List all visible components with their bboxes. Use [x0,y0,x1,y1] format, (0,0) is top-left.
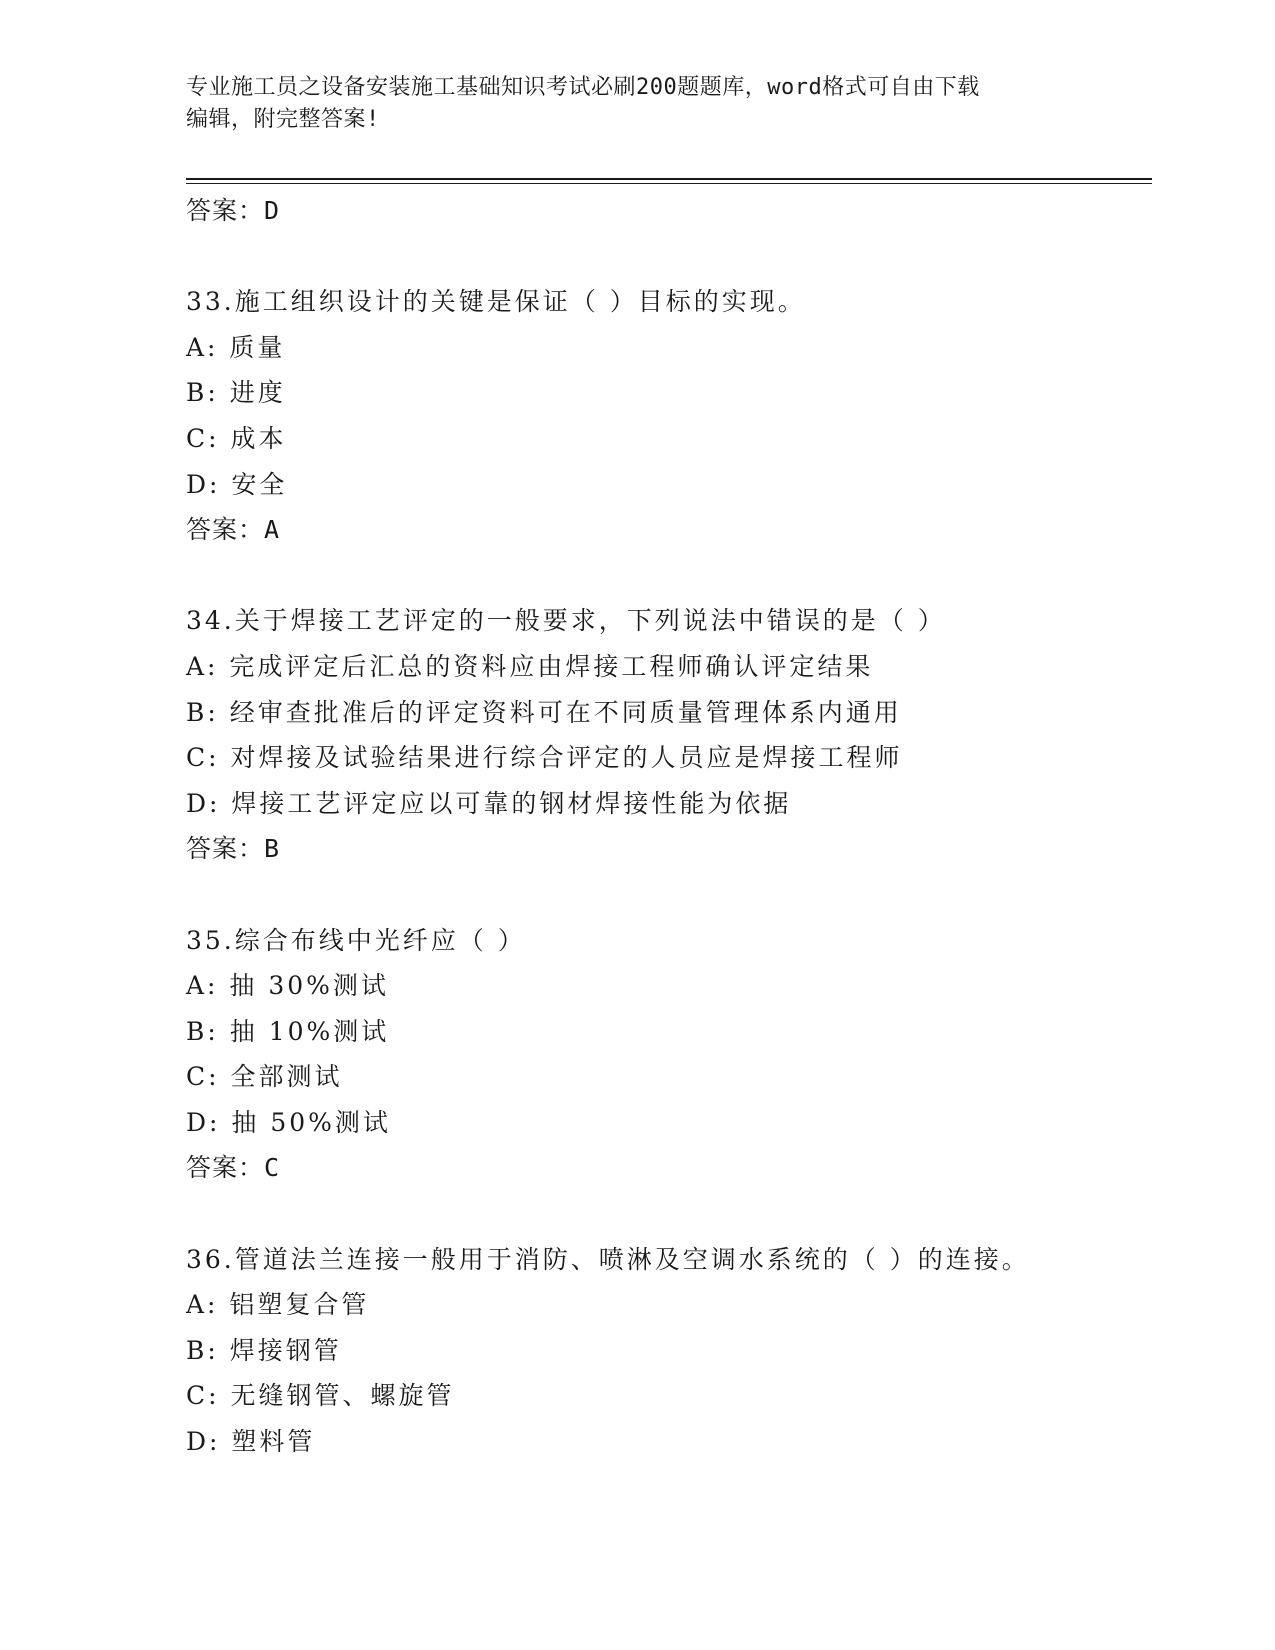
question-list [186,188,1146,1465]
option-c: C: 对焊接及试验结果进行综合评定的人员应是焊接工程师 [186,743,903,773]
header-title-line-1: 专业施工员之设备安装施工基础知识考试必刷200题题库，word格式可自由下载 [186,75,980,100]
answer-label: 答案：C [186,1153,281,1183]
option-d: D: 塑料管 [186,1427,316,1457]
option-b: B: 经审查批准后的评定资料可在不同质量管理体系内通用 [186,697,902,727]
question-stem: 36.管道法兰连接一般用于消防、喷淋及空调水系统的（ ）的连接。 [186,1244,1030,1274]
question-stem: 35.综合布线中光纤应（ ） [186,925,526,955]
option-a: A: 抽 30%测试 [186,971,389,1001]
option-b: B: 抽 10%测试 [186,1016,390,1046]
option-d: D: 抽 50%测试 [186,1107,391,1137]
option-b: B: 进度 [186,378,286,408]
option-d: D: 安全 [186,469,288,499]
option-b: B: 焊接钢管 [186,1335,342,1365]
header-title-line-2: 编辑，附完整答案! [186,107,380,132]
option-c: C: 成本 [186,423,287,453]
question-stem: 33.施工组织设计的关键是保证（ ）目标的实现。 [186,287,806,317]
question-33 [186,279,1146,553]
header-divider [186,178,1152,180]
document-header [186,72,1066,136]
option-a: A: 铝塑复合管 [186,1290,370,1320]
question-36 [186,1237,1146,1465]
option-a: A: 质量 [186,332,286,362]
header-divider-thin [186,183,1152,184]
answer-label: 答案：B [186,834,281,864]
answer-label: 答案：D [186,196,281,225]
question-stem: 34.关于焊接工艺评定的一般要求，下列说法中错误的是（ ） [186,606,946,636]
option-c: C: 全部测试 [186,1062,343,1092]
question-34 [186,598,1146,872]
answer-label: 答案：A [186,515,281,545]
option-c: C: 无缝钢管、螺旋管 [186,1381,455,1411]
option-d: D: 焊接工艺评定应以可靠的钢材焊接性能为依据 [186,788,792,818]
option-a: A: 完成评定后汇总的资料应由焊接工程师确认评定结果 [186,651,874,681]
question-35 [186,918,1146,1192]
